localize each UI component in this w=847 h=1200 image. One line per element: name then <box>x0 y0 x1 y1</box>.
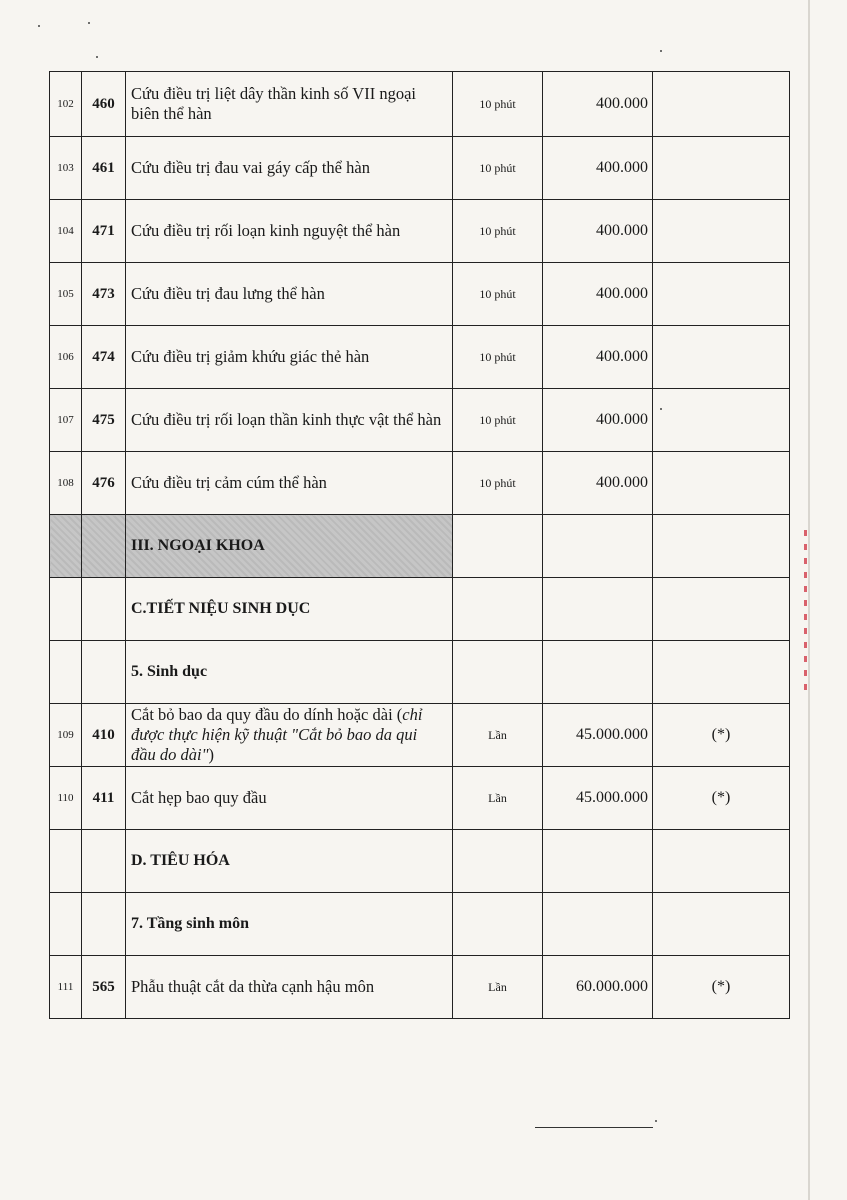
table-row <box>50 72 790 137</box>
row-stt: 102 <box>50 72 82 137</box>
empty-cell <box>653 893 790 956</box>
scan-speck <box>88 22 90 24</box>
row-stt: 106 <box>50 326 82 389</box>
table-row <box>50 767 790 830</box>
row-service-name: Cắt hẹp bao quy đầu <box>126 767 453 830</box>
row-service-name: Cứu điều trị liệt dây thần kinh số VII ngoại biên thể hàn <box>126 72 453 137</box>
empty-cell <box>453 515 543 578</box>
empty-cell <box>82 641 126 704</box>
row-stt: 108 <box>50 452 82 515</box>
empty-cell <box>543 893 653 956</box>
row-code: 411 <box>82 767 126 830</box>
scan-speck <box>660 408 662 410</box>
empty-cell <box>653 578 790 641</box>
row-code: 471 <box>82 200 126 263</box>
empty-cell <box>453 830 543 893</box>
table-row <box>50 263 790 326</box>
row-unit: 10 phút <box>453 263 543 326</box>
row-stt: 110 <box>50 767 82 830</box>
row-price: 400.000 <box>543 72 653 137</box>
row-price: 400.000 <box>543 200 653 263</box>
empty-cell <box>82 893 126 956</box>
empty-cell <box>453 893 543 956</box>
table-row <box>50 389 790 452</box>
section-heading: D. TIÊU HÓA <box>126 830 453 893</box>
empty-cell <box>453 641 543 704</box>
row-unit: Lần <box>453 704 543 767</box>
empty-cell <box>543 830 653 893</box>
empty-cell <box>82 515 126 578</box>
empty-cell <box>50 830 82 893</box>
row-price: 400.000 <box>543 263 653 326</box>
section-row-tiet-nieu <box>50 578 790 641</box>
section-row-ngoai-khoa <box>50 515 790 578</box>
table-row <box>50 956 790 1019</box>
row-unit: 10 phút <box>453 389 543 452</box>
row-stt: 105 <box>50 263 82 326</box>
empty-cell <box>50 893 82 956</box>
row-service-name: Cứu điều trị cảm cúm thể hàn <box>126 452 453 515</box>
empty-cell <box>543 515 653 578</box>
row-service-name: Cứu điều trị rối loạn thần kinh thực vật thể hàn <box>126 389 453 452</box>
row-price: 400.000 <box>543 452 653 515</box>
section-heading: C.TIẾT NIỆU SINH DỤC <box>126 578 453 641</box>
scan-edge-line <box>808 0 810 1200</box>
row-price: 60.000.000 <box>543 956 653 1019</box>
row-unit: 10 phút <box>453 137 543 200</box>
empty-cell <box>543 641 653 704</box>
row-code: 476 <box>82 452 126 515</box>
row-code: 474 <box>82 326 126 389</box>
row-note <box>653 263 790 326</box>
row-note: (*) <box>653 956 790 1019</box>
row-stt: 104 <box>50 200 82 263</box>
table-row <box>50 326 790 389</box>
row-note <box>653 326 790 389</box>
subsection-heading: 7. Tầng sinh môn <box>126 893 453 956</box>
service-name-close: ) <box>208 745 215 764</box>
row-service-name: Cứu điều trị rối loạn kinh nguyệt thể hàn <box>126 200 453 263</box>
price-table <box>49 71 790 1019</box>
row-code: 473 <box>82 263 126 326</box>
row-code: 460 <box>82 72 126 137</box>
row-code: 461 <box>82 137 126 200</box>
row-service-name: Phẫu thuật cắt da thừa cạnh hậu môn <box>126 956 453 1019</box>
row-service-name: Cứu điều trị đau lưng thể hàn <box>126 263 453 326</box>
service-name-note: chỉ được thực hiện kỹ thuật "Cắt bỏ bao da qui đầu do dài" <box>131 705 423 764</box>
row-note <box>653 389 790 452</box>
scan-speck <box>38 25 40 27</box>
section-heading: III. NGOẠI KHOA <box>126 515 453 578</box>
table-row <box>50 200 790 263</box>
row-price: 45.000.000 <box>543 767 653 830</box>
row-code: 410 <box>82 704 126 767</box>
scan-speck <box>655 1120 657 1122</box>
empty-cell <box>82 830 126 893</box>
row-service-name <box>126 704 453 767</box>
row-note <box>653 137 790 200</box>
row-price: 400.000 <box>543 389 653 452</box>
row-unit: Lần <box>453 767 543 830</box>
row-code: 475 <box>82 389 126 452</box>
row-note: (*) <box>653 704 790 767</box>
empty-cell <box>453 578 543 641</box>
scan-speck <box>96 56 98 58</box>
service-name-main: Cắt bỏ bao da quy đầu do dính hoặc dài ( <box>131 705 403 724</box>
row-unit: 10 phút <box>453 452 543 515</box>
table-row <box>50 452 790 515</box>
row-unit: 10 phút <box>453 326 543 389</box>
row-unit: 10 phút <box>453 200 543 263</box>
row-service-name: Cứu điều trị đau vai gáy cấp thể hàn <box>126 137 453 200</box>
empty-cell <box>653 830 790 893</box>
scan-speck <box>660 50 662 52</box>
row-unit: Lần <box>453 956 543 1019</box>
row-stt: 103 <box>50 137 82 200</box>
row-note <box>653 200 790 263</box>
row-price: 400.000 <box>543 326 653 389</box>
row-note <box>653 72 790 137</box>
empty-cell <box>653 641 790 704</box>
empty-cell <box>50 578 82 641</box>
table-row <box>50 704 790 767</box>
row-price: 400.000 <box>543 137 653 200</box>
row-stt: 111 <box>50 956 82 1019</box>
empty-cell <box>50 515 82 578</box>
empty-cell <box>653 515 790 578</box>
row-unit: 10 phút <box>453 72 543 137</box>
section-row-sinh-duc <box>50 641 790 704</box>
empty-cell <box>543 578 653 641</box>
section-row-tang-sinh-mon <box>50 893 790 956</box>
row-note <box>653 452 790 515</box>
signature-line <box>535 1127 653 1128</box>
row-stt: 107 <box>50 389 82 452</box>
table-row <box>50 137 790 200</box>
empty-cell <box>82 578 126 641</box>
subsection-heading: 5. Sinh dục <box>126 641 453 704</box>
row-price: 45.000.000 <box>543 704 653 767</box>
empty-cell <box>50 641 82 704</box>
row-service-name: Cứu điều trị giảm khứu giác thẻ hàn <box>126 326 453 389</box>
scan-edge-mark <box>804 530 807 690</box>
row-code: 565 <box>82 956 126 1019</box>
row-note: (*) <box>653 767 790 830</box>
row-stt: 109 <box>50 704 82 767</box>
section-row-tieu-hoa <box>50 830 790 893</box>
